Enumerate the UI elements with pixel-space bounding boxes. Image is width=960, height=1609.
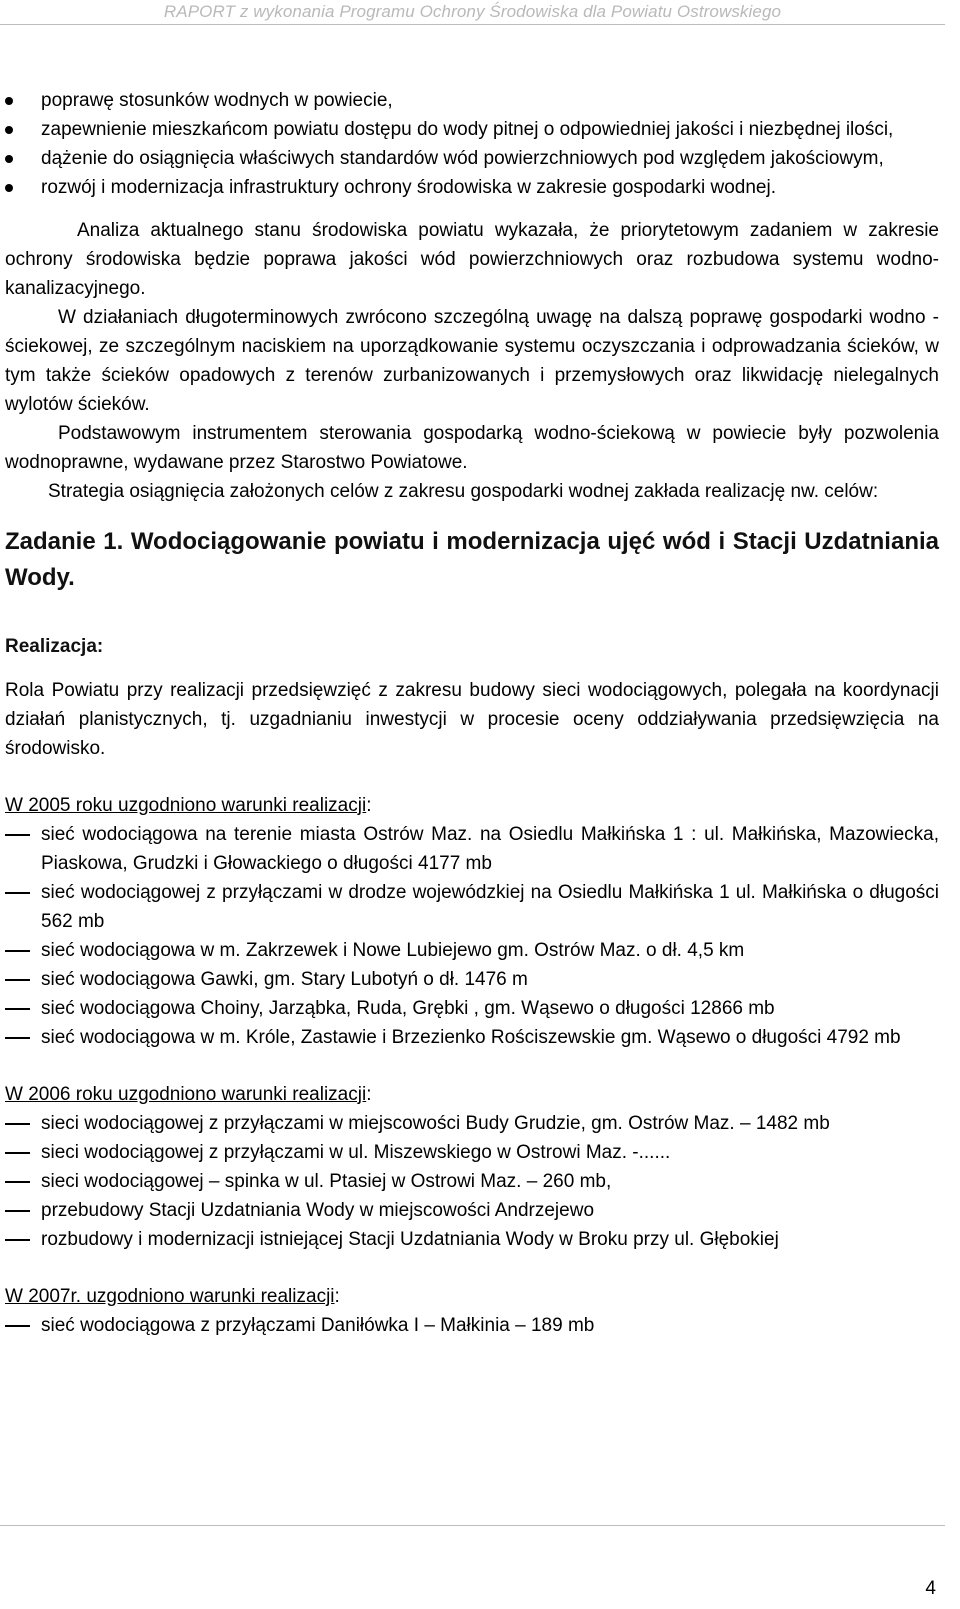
list-item: sieci wodociągowej z przyłączami w miejscowości Budy Grudzie, gm. Ostrów Maz. – 1482 mb — [5, 1109, 939, 1138]
page-number: 4 — [925, 1578, 936, 1599]
list-item: poprawę stosunków wodnych w powiecie, — [5, 86, 939, 115]
list-item: dążenie do osiągnięcia właściwych standardów wód powierzchniowych pod względem jakościowym, — [5, 144, 939, 173]
list-item: sieć wodociągowa Gawki, gm. Stary Lubotyń o dł. 1476 m — [5, 965, 939, 994]
paragraph-strategy: Strategia osiągnięcia założonych celów z zakresu gospodarki wodnej zakłada realizację nw. celów: — [48, 481, 879, 502]
task-heading: Zadanie 1. Wodociągowanie powiatu i modernizacja ujęć wód i Stacji Uzdatniania Wody. — [5, 528, 939, 591]
dash-icon — [5, 892, 30, 894]
dash-icon — [5, 979, 30, 981]
dash-icon — [5, 1181, 30, 1183]
year-2005-heading: W 2005 roku uzgodniono warunki realizacji: — [5, 795, 372, 816]
list-item: przebudowy Stacji Uzdatniania Wody w miejscowości Andrzejewo — [5, 1196, 939, 1225]
paragraph-long-term: W działaniach długoterminowych zwrócono szczególną uwagę na dalszą poprawę gospodarki wodno - ściekowej, ze szczególnym naciskiem na uporządkowanie systemu oczyszczania i odprowadzania ścieków, w tym także ścieków opadowych z terenów zurbanizowanych i przemysłowych oraz likwidację nielegalnych wylotów ścieków. — [5, 307, 939, 415]
bullet-icon — [5, 126, 13, 134]
list-item: sieć wodociągowa z przyłączami Daniłówka I – Małkinia – 189 mb — [5, 1311, 939, 1340]
header-divider — [0, 24, 945, 25]
year-2007-list — [5, 1311, 939, 1340]
bullet-icon — [5, 184, 13, 192]
dash-icon — [5, 1152, 30, 1154]
goals-list — [5, 86, 939, 202]
dash-icon — [5, 1210, 30, 1212]
list-item: zapewnienie mieszkańcom powiatu dostępu do wody pitnej o odpowiedniej jakości i niezbędnej ilości, — [5, 115, 939, 144]
list-item: sieć wodociągowej z przyłączami w drodze wojewódzkiej na Osiedlu Małkińska 1 ul. Małkińska o długości 562 mb — [5, 878, 939, 936]
bullet-icon — [5, 97, 13, 105]
dash-icon — [5, 1008, 30, 1010]
realization-label: Realizacja: — [5, 636, 104, 657]
running-header: RAPORT z wykonania Programu Ochrony Środowiska dla Powiatu Ostrowskiego — [163, 2, 782, 21]
year-2007-heading: W 2007r. uzgodniono warunki realizacji: — [5, 1286, 340, 1307]
year-2006-list — [5, 1109, 939, 1254]
paragraph-role: Rola Powiatu przy realizacji przedsięwzięć z zakresu budowy sieci wodociągowych, polegała na koordynacji działań planistycznych, tj. uzgadnianiu inwestycji w procesie oceny oddziaływania przedsięwzięcia na środowisko. — [5, 680, 939, 759]
list-item: sieć wodociągowa Choiny, Jarząbka, Ruda, Grębki , gm. Wąsewo o długości 12866 mb — [5, 994, 939, 1023]
list-item: sieci wodociągowej – spinka w ul. Ptasiej w Ostrowi Maz. – 260 mb, — [5, 1167, 939, 1196]
bullet-icon — [5, 155, 13, 163]
paragraph-instrument: Podstawowym instrumentem sterowania gospodarką wodno-ściekową w powiecie były pozwolenia wodnoprawne, wydawane przez Starostwo Powiatowe. — [5, 423, 939, 473]
document-body — [5, 86, 939, 1340]
dash-icon — [5, 1123, 30, 1125]
dash-icon — [5, 950, 30, 952]
paragraph-analysis: Analiza aktualnego stanu środowiska powiatu wykazała, że priorytetowym zadaniem w zakresie ochrony środowiska będzie poprawa jakości wód powierzchniowych oraz rozbudowa systemu wodno-kanalizacyjnego. — [5, 220, 939, 299]
year-2006-heading: W 2006 roku uzgodniono warunki realizacji: — [5, 1084, 372, 1105]
list-item: sieć wodociągowa w m. Króle, Zastawie i Brzezienko Rościszewskie gm. Wąsewo o długości 4792 mb — [5, 1023, 939, 1052]
dash-icon — [5, 1325, 30, 1327]
list-item: rozwój i modernizacja infrastruktury ochrony środowiska w zakresie gospodarki wodnej. — [5, 173, 939, 202]
dash-icon — [5, 1037, 30, 1039]
list-item: rozbudowy i modernizacji istniejącej Stacji Uzdatniania Wody w Broku przy ul. Głębokiej — [5, 1225, 939, 1254]
year-2005-list — [5, 820, 939, 1052]
footer-divider — [0, 1525, 945, 1526]
dash-icon — [5, 834, 30, 836]
list-item: sieci wodociągowej z przyłączami w ul. Miszewskiego w Ostrowi Maz. -...... — [5, 1138, 939, 1167]
list-item: sieć wodociągowa w m. Zakrzewek i Nowe Lubiejewo gm. Ostrów Maz. o dł. 4,5 km — [5, 936, 939, 965]
dash-icon — [5, 1239, 30, 1241]
list-item: sieć wodociągowa na terenie miasta Ostrów Maz. na Osiedlu Małkińska 1 : ul. Małkińska, Mazowiecka, Piaskowa, Grudzki i Głowackiego o długości 4177 mb — [5, 820, 939, 878]
